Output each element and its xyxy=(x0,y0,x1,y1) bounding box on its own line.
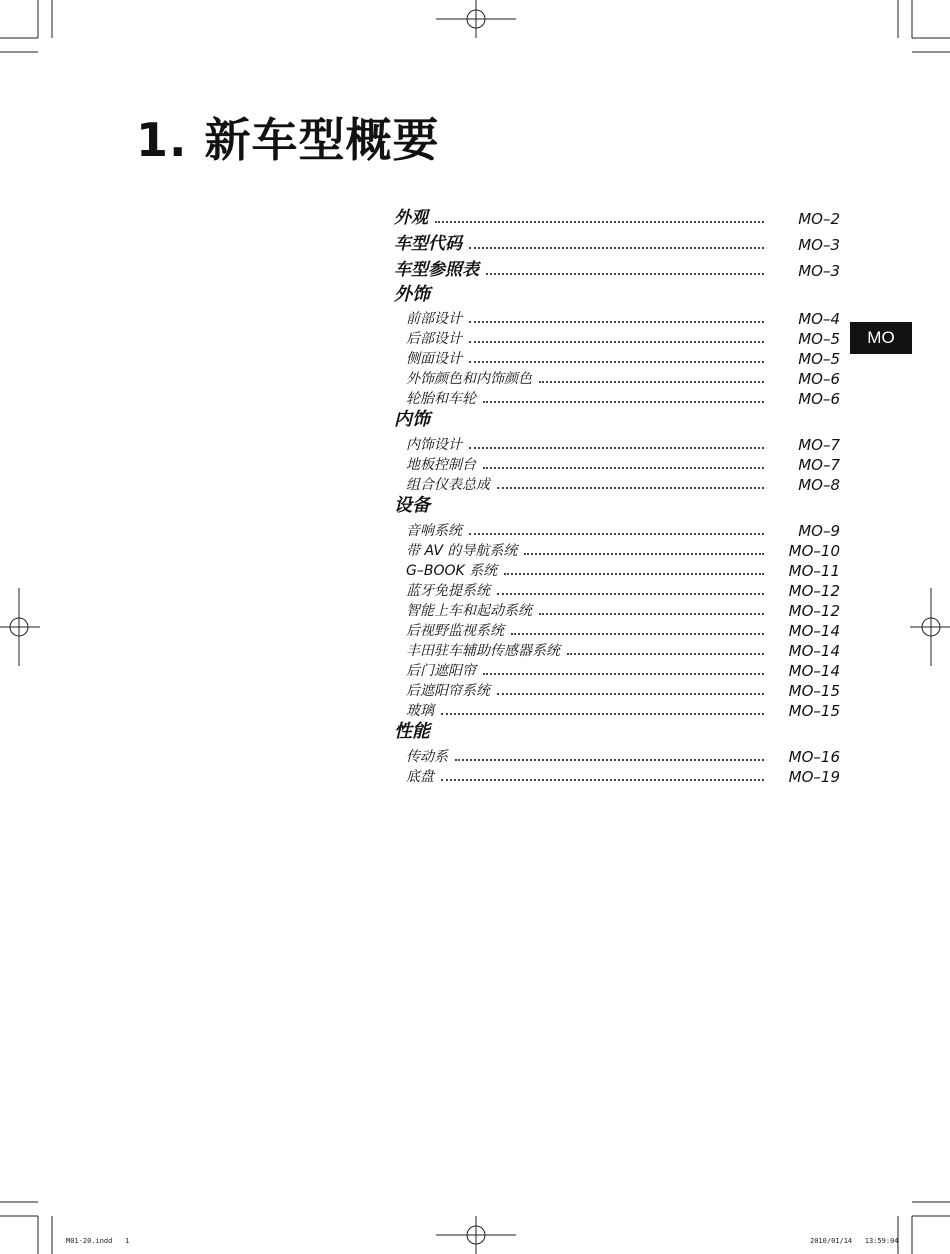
toc-entry-title: 玻璃 xyxy=(406,703,434,719)
toc-dot-leader xyxy=(435,221,764,223)
toc-dot-leader xyxy=(497,693,764,695)
toc-section-heading xyxy=(394,721,840,743)
toc-page-number: MO–14 xyxy=(788,662,840,680)
toc-dot-leader xyxy=(483,467,764,469)
section-tab: MO xyxy=(850,322,912,354)
toc-entry-title: 轮胎和车轮 xyxy=(406,391,476,407)
toc-entry xyxy=(394,698,840,720)
crop-mark-bottom-right xyxy=(898,1202,950,1254)
toc-dot-leader xyxy=(441,779,764,781)
toc-page-number: MO–15 xyxy=(788,682,840,700)
toc-dot-leader xyxy=(469,447,764,449)
toc-dot-leader xyxy=(504,573,764,575)
toc-entry xyxy=(394,366,840,388)
toc-entry xyxy=(394,432,840,454)
toc-dot-leader xyxy=(469,321,764,323)
toc-page-number: MO–14 xyxy=(788,622,840,640)
toc-page-number: MO–15 xyxy=(788,702,840,720)
toc-entry xyxy=(394,518,840,540)
toc-page-number: MO–6 xyxy=(798,390,840,408)
toc-entry-title: 后视野监视系统 xyxy=(406,623,504,639)
toc-page-number: MO–16 xyxy=(788,748,840,766)
crop-mark-top-right xyxy=(898,0,950,52)
crop-mark-bottom-left xyxy=(0,1202,52,1254)
toc-dot-leader xyxy=(497,593,764,595)
toc-entry-title: 音响系统 xyxy=(406,523,462,539)
toc-entry xyxy=(394,558,840,580)
toc-dot-leader xyxy=(497,487,764,489)
toc-entry xyxy=(394,232,840,254)
toc-dot-leader xyxy=(441,713,764,715)
toc-entry-title: 后部设计 xyxy=(406,331,462,347)
toc-entry-title: 带 AV 的导航系统 xyxy=(406,543,518,559)
toc-dot-leader xyxy=(486,273,764,275)
registration-mark-right xyxy=(910,588,950,666)
toc-dot-leader xyxy=(511,633,764,635)
toc-dot-leader xyxy=(455,759,764,761)
toc-entry xyxy=(394,258,840,280)
toc-page-number: MO–14 xyxy=(788,642,840,660)
toc-entry-title: 地板控制台 xyxy=(406,457,476,473)
toc-entry-title: 后遮阳帘系统 xyxy=(406,683,490,699)
toc-dot-leader xyxy=(469,247,764,249)
toc-entry-title: 性能 xyxy=(394,721,430,742)
toc-entry xyxy=(394,658,840,680)
toc-dot-leader xyxy=(469,341,764,343)
toc-section-heading xyxy=(394,284,840,306)
toc-page-number: MO–12 xyxy=(788,602,840,620)
toc-entry-title: 内饰 xyxy=(394,409,430,430)
toc-entry xyxy=(394,386,840,408)
toc-dot-leader xyxy=(469,533,764,535)
registration-mark-left xyxy=(0,588,40,666)
toc-page-number: MO–3 xyxy=(798,262,840,280)
toc-entry xyxy=(394,452,840,474)
toc-page-number: MO–10 xyxy=(788,542,840,560)
toc-entry-title: 后门遮阳帘 xyxy=(406,663,476,679)
toc-dot-leader xyxy=(483,673,764,675)
footer-datetime-slug: 2010/01/14 13:59:04 xyxy=(810,1237,899,1245)
toc-page-number: MO–8 xyxy=(798,476,840,494)
toc-entry xyxy=(394,744,840,766)
toc-page-number: MO–5 xyxy=(798,350,840,368)
toc-entry-title: 车型代码 xyxy=(394,234,462,254)
toc-page-number: MO–12 xyxy=(788,582,840,600)
toc-page-number: MO–7 xyxy=(798,456,840,474)
toc-page-number: MO–7 xyxy=(798,436,840,454)
toc-entry-title: 侧面设计 xyxy=(406,351,462,367)
toc-section-heading xyxy=(394,495,840,517)
toc-entry-title: 外饰 xyxy=(394,284,430,305)
toc-entry-title: 底盘 xyxy=(406,769,434,785)
toc-entry-title: 车型参照表 xyxy=(394,260,479,280)
toc-entry-title: 组合仪表总成 xyxy=(406,477,490,493)
toc-dot-leader xyxy=(567,653,764,655)
toc-dot-leader xyxy=(539,613,764,615)
toc-entry-title: 设备 xyxy=(394,495,430,516)
toc-entry xyxy=(394,578,840,600)
toc-entry xyxy=(394,326,840,348)
toc-entry-title: 前部设计 xyxy=(406,311,462,327)
toc-dot-leader xyxy=(469,361,764,363)
toc-entry xyxy=(394,346,840,368)
toc-page-number: MO–19 xyxy=(788,768,840,786)
toc-entry-title: 智能上车和起动系统 xyxy=(406,603,532,619)
toc-dot-leader xyxy=(524,553,764,555)
toc-page-number: MO–6 xyxy=(798,370,840,388)
toc-entry-title: 外饰颜色和内饰颜色 xyxy=(406,371,532,387)
toc-entry xyxy=(394,764,840,786)
registration-mark-bottom xyxy=(436,1216,516,1254)
toc-entry xyxy=(394,678,840,700)
toc-entry-title: 传动系 xyxy=(406,749,448,765)
crop-mark-top-left xyxy=(0,0,52,52)
chapter-title: 1. 新车型概要 xyxy=(136,113,440,167)
toc-entry xyxy=(394,206,840,228)
toc-page-number: MO–5 xyxy=(798,330,840,348)
toc-entry xyxy=(394,598,840,620)
toc-entry xyxy=(394,538,840,560)
toc-entry xyxy=(394,306,840,328)
toc-entry-title: G–BOOK 系统 xyxy=(406,563,498,579)
registration-mark-top xyxy=(436,0,516,38)
toc-dot-leader xyxy=(483,401,764,403)
toc-page-number: MO–11 xyxy=(788,562,840,580)
toc-entry-title: 内饰设计 xyxy=(406,437,462,453)
toc-entry xyxy=(394,638,840,660)
toc-dot-leader xyxy=(539,381,764,383)
toc-entry-title: 蓝牙免提系统 xyxy=(406,583,490,599)
footer-file-slug: M01-20.indd 1 xyxy=(66,1237,130,1245)
toc-section-heading xyxy=(394,409,840,431)
toc-page-number: MO–2 xyxy=(798,210,840,228)
toc-page-number: MO–9 xyxy=(798,522,840,540)
toc-page-number: MO–3 xyxy=(798,236,840,254)
toc-entry xyxy=(394,472,840,494)
toc-entry xyxy=(394,618,840,640)
toc-page-number: MO–4 xyxy=(798,310,840,328)
toc-entry-title: 丰田驻车辅助传感器系统 xyxy=(406,643,560,659)
toc-entry-title: 外观 xyxy=(394,208,428,228)
